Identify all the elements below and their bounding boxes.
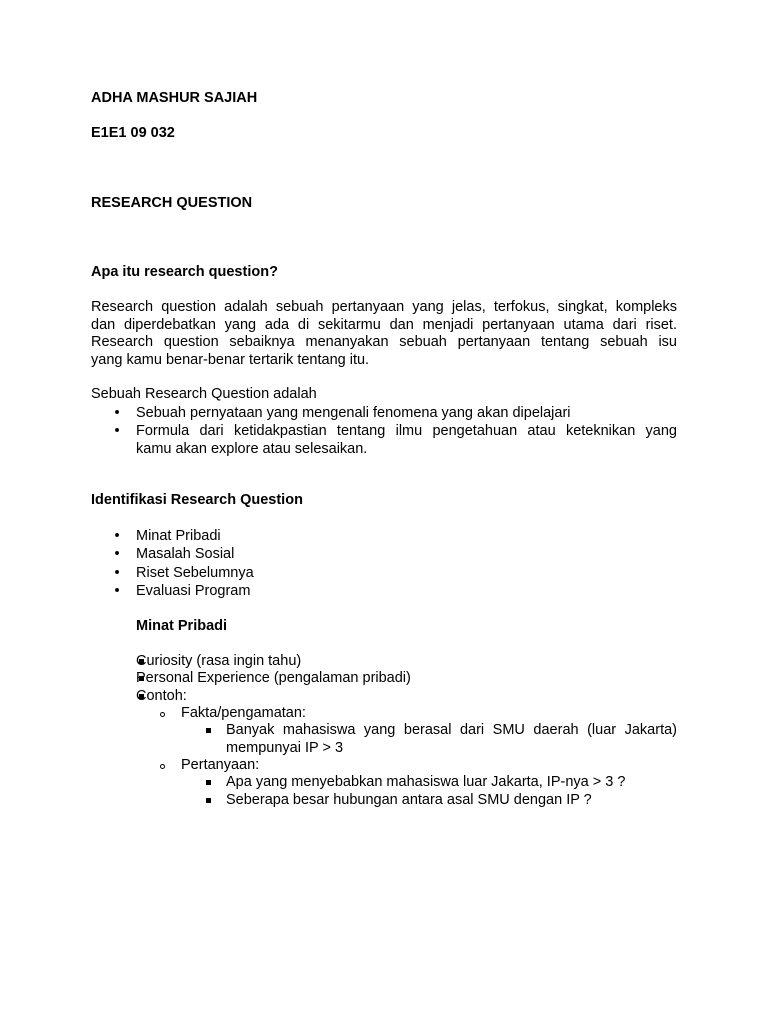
circle-bullet [160,712,165,717]
square-bullet [206,780,211,785]
list-item: Sebuah pernyataan yang mengenali fenomena yang akan dipelajari [136,405,571,421]
bullet-dot: • [114,405,120,421]
author-name: ADHA MASHUR SAJIAH [91,90,258,106]
sub-sub-list-item: Apa yang menyebabkan mahasiswa luar Jakarta, IP-nya > 3 ? [226,774,626,790]
sub-sub-list-item: Banyak mahasiswa yang berasal dari SMU daerah (luar Jakarta) [226,722,677,738]
list-item: Riset Sebelumnya [136,565,254,581]
document-title: RESEARCH QUESTION [91,195,253,211]
sub-list-item: Pertanyaan: [181,757,260,773]
list-item: Masalah Sosial [136,546,235,562]
sub-sub-list-item: Seberapa besar hubungan antara asal SMU dengan IP ? [226,792,592,808]
list-item: Minat Pribadi [136,528,221,544]
bullet-dot: • [114,583,120,599]
section-heading-identification: Identifikasi Research Question [91,492,303,508]
list-item: Curiosity (rasa ingin tahu) [136,653,302,669]
student-id: E1E1 09 032 [91,125,175,141]
paragraph-line: Research question adalah sebuah pertanyaan yang jelas, terfokus, singkat, kompleks [91,299,677,315]
bullet-dot: • [114,565,120,581]
paragraph-line: dan diperdebatkan yang ada di sekitarmu dan menjadi pertanyaan utama dari riset. [91,317,677,333]
circle-bullet [160,764,165,769]
paragraph-line: Research question sebaiknya menanyakan sebuah pertanyaan tentang sebuah isu [91,334,677,350]
list-item-continuation: kamu akan explore atau selesaikan. [136,441,368,457]
list-item: Contoh: [136,688,187,704]
bullet-dot: • [114,546,120,562]
section-heading-what-is: Apa itu research question? [91,264,278,280]
list-item: Formula dari ketidakpastian tentang ilmu pengetahuan atau keteknikan yang [136,423,677,439]
subsection-heading-personal-interest: Minat Pribadi [136,618,228,634]
square-bullet [206,798,211,803]
list-item: Evaluasi Program [136,583,251,599]
bullet-dot: • [114,423,120,439]
sub-sub-list-item-continuation: mempunyai IP > 3 [226,740,344,756]
list-intro: Sebuah Research Question adalah [91,386,317,402]
bullet-dot: • [114,528,120,544]
sub-list-item: Fakta/pengamatan: [181,705,306,721]
paragraph-line: yang kamu benar-benar tertarik tentang itu. [91,352,370,368]
square-bullet [206,728,211,733]
list-item: Personal Experience (pengalaman pribadi) [136,670,411,686]
